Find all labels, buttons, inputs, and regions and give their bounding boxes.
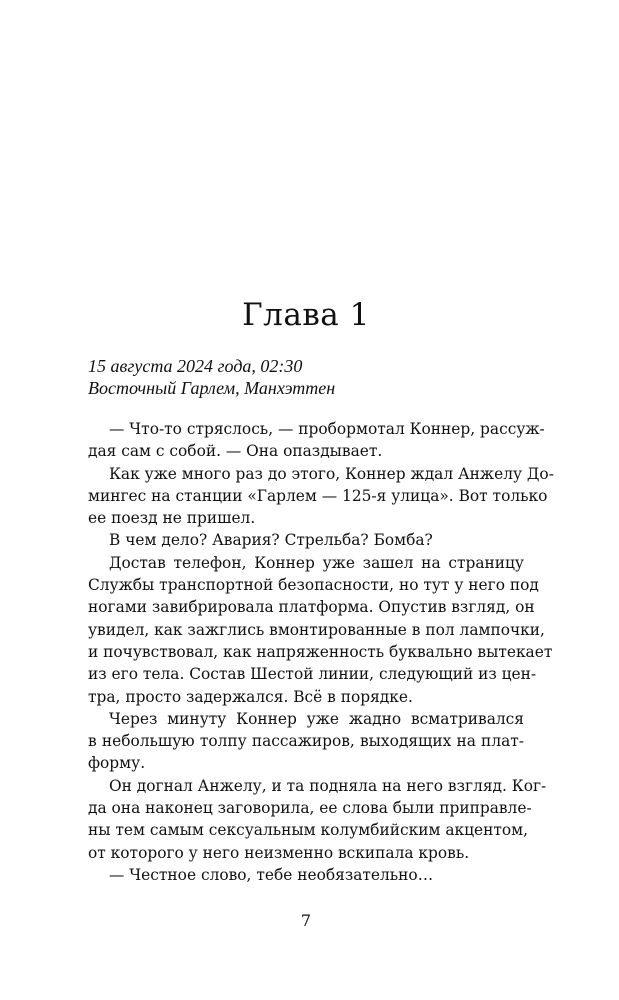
text-line: Через минуту Коннер уже жадно всматривался [109, 709, 524, 728]
paragraph [88, 418, 545, 463]
chapter-title: Глава 1 [242, 297, 370, 333]
dateline [88, 355, 524, 399]
dateline-date: 15 августа 2024 года, 02:30 [88, 356, 303, 376]
text-line: — Что-то стряслось, — пробормотал Коннер, рассуж- [109, 420, 545, 438]
paragraph [88, 529, 524, 551]
text-line: да она наконец заговорила, ее слова были приправле- [88, 799, 532, 818]
text-line: Как уже много раз до этого, Коннер ждал Анжелу До- [109, 464, 554, 483]
text-line: — Честное слово, тебе необязательно… [109, 865, 434, 884]
paragraph [88, 775, 547, 864]
text-line: ногами завибрировала платформа. Опустив взгляд, он [88, 598, 535, 617]
text-line: в небольшую толпу пассажиров, выходящих на плат- [88, 732, 524, 751]
text-line: ее поезд не пришел. [88, 509, 256, 528]
page-number: 7 [300, 911, 312, 930]
text-line: от которого у него неизменно вскипала кровь. [88, 843, 470, 862]
text-line: тра, просто задержался. Всё в порядке. [88, 687, 413, 706]
text-line: дая сам с собой. — Она опаздывает. [88, 442, 383, 461]
body-text [88, 418, 554, 886]
paragraph [88, 552, 553, 708]
paragraph [88, 463, 554, 530]
text-line: из его тела. Состав Шестой линии, следующий из цен- [88, 665, 537, 684]
paragraph [88, 708, 524, 775]
book-page [88, 0, 554, 1000]
text-line: ны тем самым сексуальным колумбийским акцентом, [88, 821, 529, 840]
dateline-place: Восточный Гарлем, Манхэттен [88, 378, 336, 398]
text-line: Он догнал Анжелу, и та подняла на него взгляд. Ког- [109, 776, 547, 795]
text-line: форму. [88, 754, 146, 773]
text-line: Достав телефон, Коннер уже зашел на страницу [109, 553, 524, 572]
text-line: и почувствовал, как напряженность буквально вытекает [88, 642, 553, 661]
text-line: В чем дело? Авария? Стрельба? Бомба? [109, 531, 433, 550]
text-line: мингес на станции «Гарлем — 125-я улица». Вот только [88, 486, 548, 505]
text-line: увидел, как зажглись вмонтированные в пол лампочки, [88, 620, 545, 639]
paragraph [88, 864, 524, 886]
text-line: Службы транспортной безопасности, но тут у него под [88, 576, 539, 595]
